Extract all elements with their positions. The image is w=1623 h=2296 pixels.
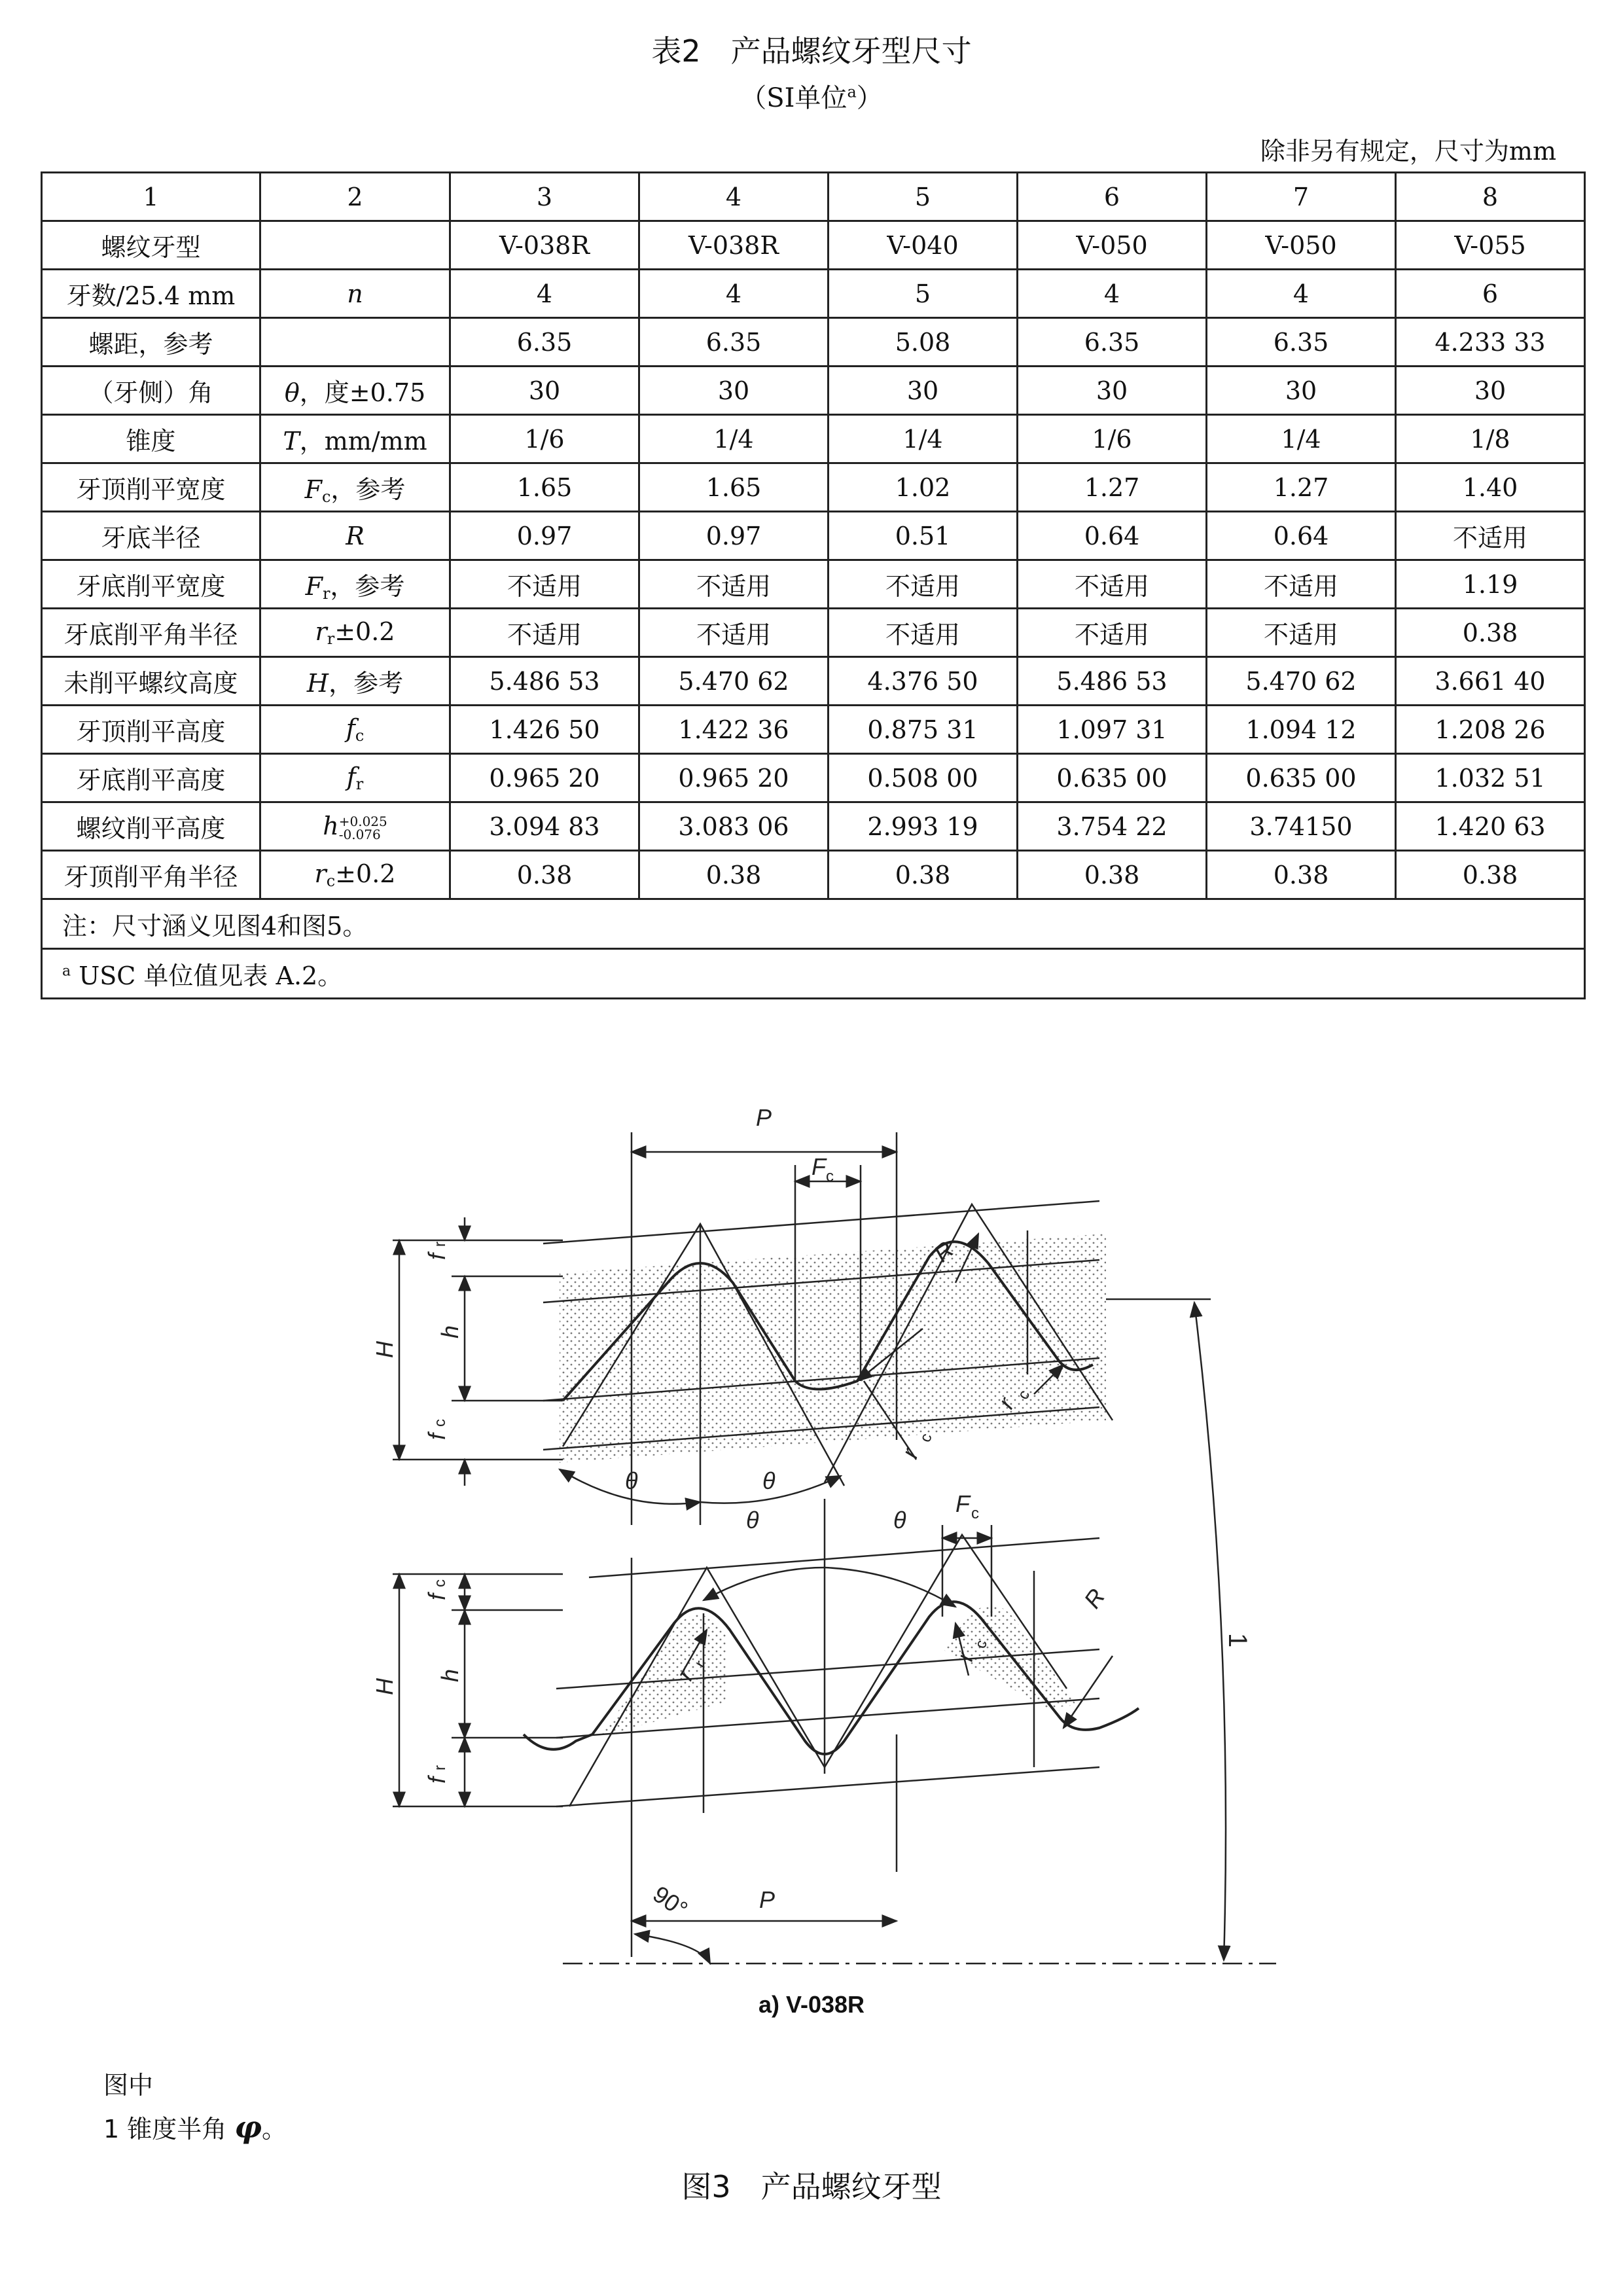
value-cell: 0.51 (829, 512, 1018, 560)
value-cell: 0.38 (1396, 609, 1585, 657)
value-cell: 5 (829, 270, 1018, 318)
symbol-main: n (347, 279, 363, 308)
value-cell: 不适用 (1207, 609, 1396, 657)
legend-heading: 图中 (103, 2071, 154, 2100)
value-cell: 1.094 12 (1207, 706, 1396, 754)
value-cell: 0.965 20 (450, 754, 639, 802)
value-cell: 0.635 00 (1018, 754, 1207, 802)
upper-hatch-region (560, 1234, 1106, 1463)
value-cell: 6.35 (450, 318, 639, 367)
value-cell: 3.094 83 (450, 802, 639, 851)
value-cell: 5.08 (829, 318, 1018, 367)
value-cell: 6.35 (639, 318, 829, 367)
value-cell: 4.376 50 (829, 657, 1018, 706)
label-fr-top: f (423, 1253, 450, 1260)
legend-symbol: φ (234, 2109, 262, 2145)
tolerance-lower: -0.076 (338, 827, 381, 843)
value-cell: 1/6 (1018, 415, 1207, 463)
value-cell: 0.38 (639, 851, 829, 899)
value-cell: 1.097 31 (1018, 706, 1207, 754)
header-cell: 7 (1207, 173, 1396, 221)
subtitle-text: （SI单位 (740, 83, 847, 113)
figure-subcaption: a) V-038R (758, 1991, 865, 2018)
value-cell: 0.97 (450, 512, 639, 560)
row-label: 牙底半径 (42, 512, 260, 560)
header-cell: 5 (829, 173, 1018, 221)
value-cell: 不适用 (450, 560, 639, 609)
value-cell: 30 (1018, 367, 1207, 415)
value-cell: 不适用 (829, 609, 1018, 657)
figure-caption: 图3 产品螺纹牙型 (681, 2169, 942, 2204)
value-cell: 30 (1396, 367, 1585, 415)
symbol-main: R (346, 521, 365, 550)
label-h-top: h (437, 1325, 463, 1338)
label-fr-bottom-sub: r (431, 1765, 449, 1770)
label-Fc-bottom: F (955, 1490, 970, 1517)
value-cell: 0.38 (450, 851, 639, 899)
value-cell: 1/4 (1207, 415, 1396, 463)
row-label: 未削平螺纹高度 (42, 657, 260, 706)
value-cell: 不适用 (829, 560, 1018, 609)
symbol-main: f (346, 714, 355, 743)
header-cell: 3 (450, 173, 639, 221)
value-cell: 1/4 (639, 415, 829, 463)
header-cell: 4 (639, 173, 829, 221)
value-cell: 3.74150 (1207, 802, 1396, 851)
value-cell: V-050 (1018, 221, 1207, 270)
label-rc-top: r (992, 1393, 1020, 1413)
symbol-main: θ (284, 378, 300, 407)
label-H-top: H (371, 1341, 398, 1358)
header-cell: 8 (1396, 173, 1585, 221)
value-cell: 4 (639, 270, 829, 318)
value-cell: 4 (1018, 270, 1207, 318)
header-cell: 6 (1018, 173, 1207, 221)
symbol-main: F (304, 475, 322, 504)
symbol-rest: ，mm/mm (299, 427, 427, 456)
value-cell: 0.97 (639, 512, 829, 560)
value-cell: 0.508 00 (829, 754, 1018, 802)
value-cell: 不适用 (1207, 560, 1396, 609)
value-cell: 0.635 00 (1207, 754, 1396, 802)
value-cell: 0.38 (1018, 851, 1207, 899)
label-rc-bottom: r (951, 1649, 979, 1664)
callout-1: 1 (1223, 1633, 1252, 1648)
symbol-sub: r (355, 775, 364, 793)
footnote-mark: a (62, 963, 71, 980)
value-cell: V-038R (639, 221, 829, 270)
value-cell: 1.426 50 (450, 706, 639, 754)
unit-note: 除非另有规定，尺寸为mm (1260, 137, 1556, 166)
value-cell: 4 (450, 270, 639, 318)
value-cell: 30 (639, 367, 829, 415)
value-cell: 1.27 (1207, 463, 1396, 512)
value-cell: 0.38 (1207, 851, 1396, 899)
legend-item-1 (103, 2109, 287, 2145)
value-cell: 1.420 63 (1396, 802, 1585, 851)
value-cell: 1.032 51 (1396, 754, 1585, 802)
label-rc-mid-sub: c (916, 1431, 936, 1445)
value-cell: 不适用 (450, 609, 639, 657)
legend-item-text: 1 锥度半角 (103, 2115, 235, 2144)
label-fc-top: f (423, 1433, 450, 1440)
value-cell: 30 (829, 367, 1018, 415)
symbol-rest: ±0.2 (334, 617, 395, 646)
value-cell: V-040 (829, 221, 1018, 270)
label-rc-top-sub: c (1014, 1387, 1034, 1403)
label-h-bottom: h (437, 1668, 463, 1682)
value-cell: 1.40 (1396, 463, 1585, 512)
label-Fc-top: F (812, 1153, 826, 1180)
subtitle-sup: a (847, 82, 857, 101)
row-label: 牙顶削平宽度 (42, 463, 260, 512)
value-cell: 3.083 06 (639, 802, 829, 851)
label-P-bottom: P (759, 1886, 776, 1913)
label-Fc-top-sub: c (826, 1168, 834, 1185)
label-fc-bottom-sub: c (431, 1579, 449, 1587)
value-cell: 6 (1396, 270, 1585, 318)
value-cell: 5.470 62 (639, 657, 829, 706)
label-rc-mid: r (895, 1444, 924, 1462)
value-cell: 1.65 (639, 463, 829, 512)
row-label: 牙顶削平高度 (42, 706, 260, 754)
value-cell: 1.27 (1018, 463, 1207, 512)
symbol-main: T (283, 427, 300, 456)
value-cell: 不适用 (1018, 560, 1207, 609)
tolerance-upper: +0.025 (338, 814, 387, 830)
value-cell: 0.64 (1018, 512, 1207, 560)
header-cell: 2 (260, 173, 450, 221)
upper-profile (393, 1132, 1113, 1525)
footnote-text: USC 单位值见表 A.2。 (71, 961, 343, 990)
value-cell: 3.754 22 (1018, 802, 1207, 851)
table-title: 表2 产品螺纹牙型尺寸 (651, 33, 972, 69)
symbol-sub: c (326, 872, 336, 890)
label-R-top: R (928, 1236, 959, 1268)
value-cell: 6.35 (1018, 318, 1207, 367)
row-label: （牙侧）角 (42, 367, 260, 415)
label-Fc-bottom-sub: c (971, 1505, 979, 1522)
row-label: 锥度 (42, 415, 260, 463)
value-cell: 0.965 20 (639, 754, 829, 802)
row-label: 螺纹牙型 (42, 221, 260, 270)
header-cell: 1 (42, 173, 260, 221)
label-90-degrees: 90° (648, 1880, 693, 1923)
value-cell: 0.38 (829, 851, 1018, 899)
legend-end: 。 (261, 2115, 287, 2144)
symbol-main: F (305, 571, 323, 601)
label-rc-bottom-sub: c (971, 1638, 991, 1651)
value-cell: 5.486 53 (450, 657, 639, 706)
table-note: 注：尺寸涵义见图4和图5。 (42, 899, 1585, 949)
value-cell: 1/4 (829, 415, 1018, 463)
value-cell: V-055 (1396, 221, 1585, 270)
value-cell: 5.470 62 (1207, 657, 1396, 706)
label-fc-bottom: f (423, 1593, 450, 1600)
symbol-rest: ，参考 (330, 475, 406, 504)
symbol-main: H (306, 669, 329, 698)
symbol-rest: ，参考 (329, 669, 404, 698)
symbol-main: r (315, 617, 327, 646)
value-cell: 6.35 (1207, 318, 1396, 367)
label-fc-top-sub: c (431, 1419, 449, 1427)
label-rr-bottom: r (671, 1664, 699, 1685)
row-label: 牙底削平宽度 (42, 560, 260, 609)
value-cell: 1.208 26 (1396, 706, 1585, 754)
symbol-sub: r (327, 630, 335, 648)
value-cell: 不适用 (639, 560, 829, 609)
row-label: 牙数/25.4 mm (42, 270, 260, 318)
label-theta-2: θ (762, 1467, 776, 1494)
label-rr-bottom-sub: r (691, 1657, 710, 1671)
value-cell: 1/6 (450, 415, 639, 463)
value-cell: 1.19 (1396, 560, 1585, 609)
row-label: 螺纹削平高度 (42, 802, 260, 851)
symbol-sub: c (321, 487, 331, 506)
value-cell: 4.233 33 (1396, 318, 1585, 367)
value-cell: 0.64 (1207, 512, 1396, 560)
label-fr-top-sub: r (431, 1242, 449, 1247)
value-cell: 30 (450, 367, 639, 415)
value-cell: 30 (1207, 367, 1396, 415)
row-label: 螺距，参考 (42, 318, 260, 367)
value-cell: 1.02 (829, 463, 1018, 512)
value-cell: 4 (1207, 270, 1396, 318)
value-cell: V-038R (450, 221, 639, 270)
label-H-bottom: H (371, 1678, 398, 1695)
label-R-bottom: R (1078, 1583, 1111, 1613)
label-P-top: P (756, 1104, 772, 1131)
symbol-sub: c (355, 726, 365, 745)
value-cell: 3.661 40 (1396, 657, 1585, 706)
value-cell: 0.875 31 (829, 706, 1018, 754)
value-cell: 0.38 (1396, 851, 1585, 899)
label-fr-bottom: f (423, 1776, 450, 1784)
value-cell: 不适用 (1396, 512, 1585, 560)
label-theta-3: θ (746, 1507, 759, 1534)
row-label: 牙底削平高度 (42, 754, 260, 802)
label-theta-1: θ (625, 1467, 638, 1494)
value-cell: 1/8 (1396, 415, 1585, 463)
value-cell: 不适用 (1018, 609, 1207, 657)
subtitle-close: ） (856, 83, 883, 113)
label-theta-4: θ (893, 1507, 906, 1534)
symbol-rest: ，参考 (330, 571, 405, 601)
symbol-main: r (314, 859, 327, 888)
row-label: 牙底削平角半径 (42, 609, 260, 657)
value-cell: 1.422 36 (639, 706, 829, 754)
symbol-sub: r (322, 584, 330, 603)
symbol-rest: ±0.2 (335, 859, 396, 888)
value-cell: 5.486 53 (1018, 657, 1207, 706)
value-cell: 1.65 (450, 463, 639, 512)
value-cell: 不适用 (639, 609, 829, 657)
value-cell: V-050 (1207, 221, 1396, 270)
row-label: 牙顶削平角半径 (42, 851, 260, 899)
symbol-rest: ，度±0.75 (299, 378, 426, 407)
symbol-main: f (346, 762, 356, 791)
symbol-main: h (323, 811, 339, 840)
value-cell: 2.993 19 (829, 802, 1018, 851)
